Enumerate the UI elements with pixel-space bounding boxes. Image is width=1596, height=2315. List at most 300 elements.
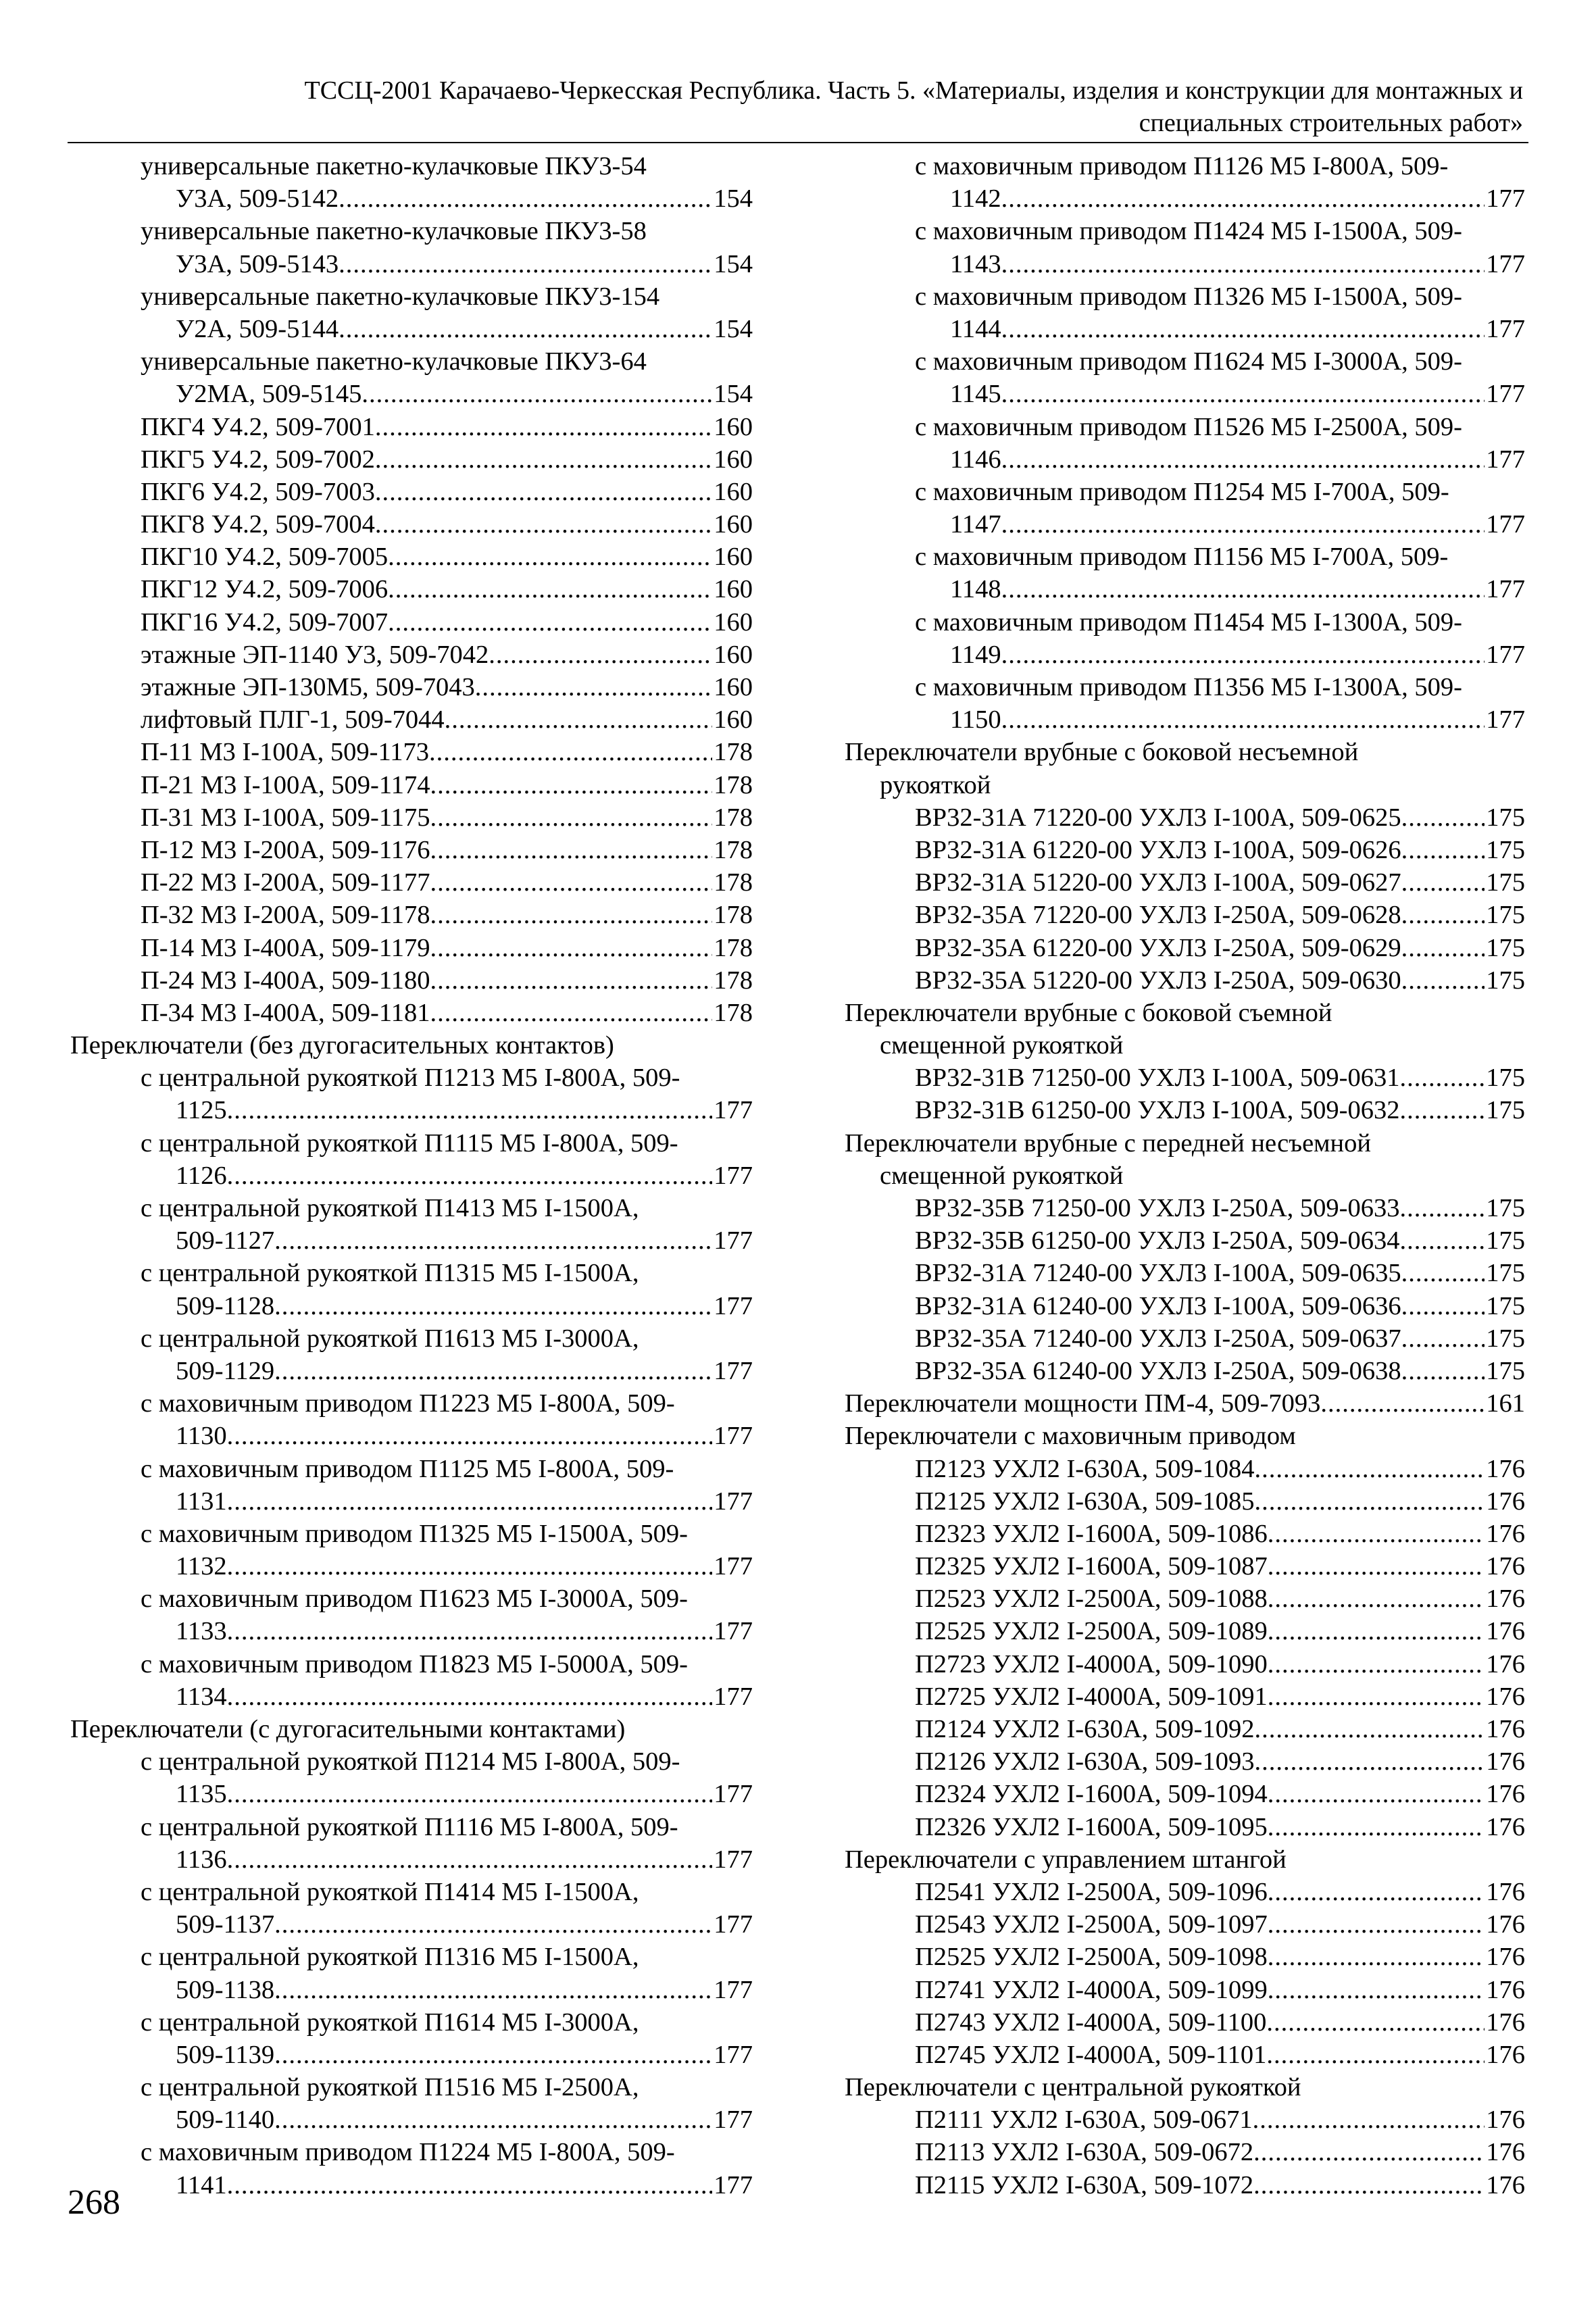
- entry-text: П2723 УХЛ2 I-4000А, 509-1090: [915, 1649, 1268, 1678]
- entry-text: П2745 УХЛ2 I-4000А, 509-1101: [915, 2040, 1267, 2069]
- index-entry: [70, 1257, 753, 1289]
- entry-text: 1146: [950, 445, 1001, 474]
- entry-page-number: 175: [1486, 1324, 1525, 1353]
- dot-leader: [429, 736, 712, 768]
- index-entry: [845, 1127, 1525, 1160]
- entry-page-number: 177: [714, 1910, 753, 1939]
- dot-leader: [1268, 1615, 1485, 1647]
- dot-leader: [1401, 1322, 1485, 1355]
- dot-leader: [1401, 932, 1485, 964]
- dot-leader: [430, 964, 712, 997]
- entry-text: 1136: [176, 1845, 227, 1874]
- index-entry: [845, 1160, 1525, 1192]
- dot-leader: [339, 313, 712, 345]
- entry-text: с центральной рукояткой П1516 М5 I-2500А,: [141, 2073, 639, 2102]
- entry-page-number: 178: [714, 933, 753, 962]
- dot-leader: [375, 443, 712, 476]
- entry-page-number: 176: [1486, 2170, 1525, 2199]
- index-entry: [70, 1485, 753, 1518]
- entry-text: П-31 М3 I-100А, 509-1175: [141, 803, 430, 832]
- entry-text: с маховичным приводом П1623 М5 I-3000А, 509-: [141, 1585, 688, 1614]
- entry-text: универсальные пакетно-кулачковые ПКУ3-54: [141, 152, 647, 180]
- entry-page-number: 178: [714, 803, 753, 832]
- entry-text: лифтовый ПЛГ-1, 509-7044: [141, 705, 445, 735]
- entry-page-number: 177: [1486, 640, 1525, 669]
- entry-text: с маховичным приводом П1823 М5 I-5000А, 509-: [141, 1649, 688, 1678]
- entry-page-number: 175: [1486, 1356, 1525, 1385]
- index-entry: [70, 964, 753, 997]
- entry-page-number: 160: [714, 705, 753, 735]
- index-entry: [845, 150, 1525, 182]
- entry-text: П-32 М3 I-200А, 509-1178: [141, 901, 430, 930]
- dot-leader: [489, 639, 712, 671]
- entry-page-number: 176: [1486, 1975, 1525, 2004]
- index-entry: [845, 606, 1525, 639]
- entry-page-number: 175: [1486, 1226, 1525, 1255]
- entry-text: П-24 М3 I-400А, 509-1180: [141, 966, 430, 995]
- index-entry: [70, 899, 753, 931]
- entry-text: Переключатели с управлением штангой: [845, 1845, 1287, 1874]
- entry-text: П2326 УХЛ2 I-1600А, 509-1095: [915, 1812, 1268, 1841]
- entry-page-number: 177: [714, 1356, 753, 1385]
- index-entry: [845, 1811, 1525, 1843]
- index-entry: [70, 671, 753, 703]
- index-entry: [70, 2104, 753, 2136]
- entry-text: У3А, 509-5142: [176, 184, 339, 214]
- entry-text: 509-1139: [176, 2040, 275, 2069]
- index-entry: [70, 997, 753, 1029]
- entry-text: с маховичным приводом П1325 М5 I-1500А, 509-: [141, 1519, 688, 1548]
- index-column-left: [70, 150, 753, 2201]
- index-entry: [70, 2006, 753, 2039]
- index-entry: [845, 801, 1525, 834]
- entry-page-number: 176: [1486, 2106, 1525, 2135]
- entry-text: 1131: [176, 1487, 227, 1516]
- entry-text: смещенной рукояткой: [880, 1031, 1124, 1060]
- entry-text: с центральной рукояткой П1316 М5 I-1500А,: [141, 1943, 639, 1972]
- index-entry: [845, 411, 1525, 443]
- entry-page-number: 176: [1486, 1649, 1525, 1678]
- entry-text: 1133: [176, 1617, 227, 1646]
- dot-leader: [1255, 1485, 1485, 1518]
- entry-page-number: 176: [1486, 1487, 1525, 1516]
- entry-text: ВР32-35В 71250-00 УХЛ3 I-250А, 509-0633: [915, 1194, 1400, 1222]
- entry-text: 509-1138: [176, 1975, 275, 2004]
- entry-text: универсальные пакетно-кулачковые ПКУ3-64: [141, 347, 647, 376]
- dot-leader: [475, 671, 712, 703]
- entry-text: П2725 УХЛ2 I-4000А, 509-1091: [915, 1682, 1268, 1711]
- entry-text: с центральной рукояткой П1414 М5 I-1500А,: [141, 1877, 639, 1906]
- dot-leader: [1401, 1355, 1485, 1387]
- dot-leader: [274, 2104, 712, 2136]
- dot-leader: [1001, 573, 1485, 605]
- dot-leader: [227, 1778, 713, 1810]
- entry-page-number: 154: [714, 314, 753, 343]
- index-entry: [845, 2039, 1525, 2071]
- index-entry: [70, 866, 753, 899]
- entry-text: с центральной рукояткой П1214 М5 I-800А, 509-: [141, 1747, 680, 1776]
- index-column-right: [845, 150, 1525, 2201]
- entry-text: ВР32-31В 71250-00 УХЛ3 I-100А, 509-0631: [915, 1064, 1400, 1093]
- entry-page-number: 176: [1486, 1715, 1525, 1743]
- entry-text: с центральной рукояткой П1614 М5 I-3000А,: [141, 2008, 639, 2037]
- entry-text: с центральной рукояткой П1315 М5 I-1500А,: [141, 1259, 639, 1288]
- entry-page-number: 177: [714, 1682, 753, 1711]
- entry-text: с центральной рукояткой П1116 М5 I-800А, 509-: [141, 1812, 678, 1841]
- entry-page-number: 177: [714, 1975, 753, 2004]
- index-entry: [70, 1094, 753, 1126]
- dot-leader: [1399, 1062, 1485, 1094]
- dot-leader: [1399, 1224, 1485, 1257]
- dot-leader: [1001, 443, 1485, 476]
- entry-page-number: 175: [1486, 933, 1525, 962]
- entry-text: П2743 УХЛ2 I-4000А, 509-1100: [915, 2008, 1267, 2037]
- entry-page-number: 175: [1486, 1259, 1525, 1288]
- entry-page-number: 154: [714, 249, 753, 278]
- index-entry: [70, 1322, 753, 1355]
- index-entry: [845, 378, 1525, 410]
- entry-page-number: 177: [714, 1780, 753, 1809]
- index-entry: [70, 1062, 753, 1094]
- entry-text: с маховичным приводом П1624 М5 I-3000А, 509-: [915, 347, 1462, 376]
- index-entry: [845, 1745, 1525, 1778]
- entry-page-number: 177: [1486, 445, 1525, 474]
- entry-page-number: 177: [1486, 249, 1525, 278]
- entry-page-number: 175: [1486, 803, 1525, 832]
- dot-leader: [430, 866, 712, 899]
- entry-text: Переключатели врубные с боковой несъемной: [845, 738, 1359, 767]
- entry-page-number: 176: [1486, 1682, 1525, 1711]
- index-entry: [845, 182, 1525, 215]
- dot-leader: [1401, 964, 1485, 997]
- entry-page-number: 177: [714, 2170, 753, 2199]
- index-entry: [845, 1420, 1525, 1452]
- entry-text: П2125 УХЛ2 I-630А, 509-1085: [915, 1487, 1255, 1516]
- entry-text: П-34 М3 I-400А, 509-1181: [141, 998, 430, 1027]
- dot-leader: [1399, 1094, 1485, 1126]
- entry-text: П2525 УХЛ2 I-2500А, 509-1098: [915, 1943, 1268, 1972]
- index-entry: [845, 1485, 1525, 1518]
- index-entry: [70, 215, 753, 247]
- entry-page-number: 178: [714, 901, 753, 930]
- entry-text: с маховичным приводом П1223 М5 I-800А, 509-: [141, 1389, 675, 1418]
- index-entry: [845, 964, 1525, 997]
- entry-text: ВР32-31А 61220-00 УХЛ3 I-100А, 509-0626: [915, 835, 1401, 864]
- index-entry: [70, 1745, 753, 1778]
- dot-leader: [445, 703, 713, 736]
- entry-text: 1126: [176, 1161, 227, 1190]
- index-entry: [845, 345, 1525, 378]
- entry-text: ПКГ12 У4.2, 509-7006: [141, 575, 389, 604]
- entry-text: ПКГ5 У4.2, 509-7002: [141, 445, 375, 474]
- dot-leader: [1001, 248, 1485, 280]
- entry-text: 509-1137: [176, 1910, 275, 1939]
- index-entry: [845, 1518, 1525, 1550]
- entry-page-number: 175: [1486, 1194, 1525, 1222]
- entry-text: ВР32-35В 61250-00 УХЛ3 I-250А, 509-0634: [915, 1226, 1400, 1255]
- index-entry: [845, 215, 1525, 247]
- entry-text: 1134: [176, 1682, 227, 1711]
- index-entry: [70, 1615, 753, 1647]
- dot-leader: [1268, 1583, 1485, 1615]
- entry-text: с центральной рукояткой П1613 М5 I-3000А,: [141, 1324, 639, 1353]
- entry-text: 1130: [176, 1422, 227, 1451]
- entry-text: с маховичным приводом П1454 М5 I-1300А, 509-: [915, 607, 1462, 637]
- index-entry: [845, 1387, 1525, 1420]
- index-entry: [70, 1681, 753, 1713]
- entry-text: 1143: [950, 249, 1001, 278]
- entry-page-number: 178: [714, 868, 753, 897]
- dot-leader: [274, 1224, 712, 1257]
- index-entry: [70, 2071, 753, 2104]
- entry-page-number: 160: [714, 575, 753, 604]
- dot-leader: [1001, 639, 1485, 671]
- index-entry: [845, 1192, 1525, 1224]
- entry-text: 509-1128: [176, 1291, 275, 1320]
- dot-leader: [227, 1550, 713, 1583]
- index-entry: [845, 1029, 1525, 1062]
- entry-page-number: 177: [714, 1552, 753, 1581]
- dot-leader: [227, 1843, 713, 1876]
- entry-text: 1148: [950, 575, 1001, 604]
- index-entry: [845, 1583, 1525, 1615]
- entry-page-number: 177: [714, 1845, 753, 1874]
- dot-leader: [1266, 2039, 1485, 2071]
- dot-leader: [227, 1615, 713, 1647]
- entry-text: этажные ЭП-1140 У3, 509-7042: [141, 640, 489, 669]
- index-entry: [845, 1550, 1525, 1583]
- dot-leader: [1268, 1681, 1485, 1713]
- index-entry: [70, 1224, 753, 1257]
- index-entry: [70, 150, 753, 182]
- entry-text: П-14 М3 I-400А, 509-1179: [141, 933, 430, 962]
- index-entry: [845, 1648, 1525, 1681]
- entry-text: П2543 УХЛ2 I-2500А, 509-1097: [915, 1910, 1268, 1939]
- page-number: 268: [68, 2183, 120, 2222]
- index-entry: [845, 443, 1525, 476]
- dot-leader: [1268, 1518, 1485, 1550]
- entry-page-number: 177: [714, 1291, 753, 1320]
- index-entry: [70, 1290, 753, 1322]
- entry-text: Переключатели (с дугогасительными контактами): [70, 1715, 626, 1743]
- entry-page-number: 177: [714, 1617, 753, 1646]
- entry-text: П2323 УХЛ2 I-1600А, 509-1086: [915, 1519, 1268, 1548]
- index-entry: [845, 508, 1525, 541]
- entry-text: ПКГ4 У4.2, 509-7001: [141, 412, 375, 441]
- entry-text: этажные ЭП-130М5, 509-7043: [141, 673, 475, 701]
- dot-leader: [1401, 801, 1485, 834]
- index-entry: [845, 1257, 1525, 1289]
- index-entry: [70, 1160, 753, 1192]
- index-entry: [845, 1062, 1525, 1094]
- dot-leader: [339, 248, 712, 280]
- entry-text: П2126 УХЛ2 I-630А, 509-1093: [915, 1747, 1255, 1776]
- dot-leader: [227, 1160, 713, 1192]
- index-entry: [70, 1192, 753, 1224]
- dot-leader: [227, 1485, 713, 1518]
- index-entry: [70, 1876, 753, 1908]
- entry-text: 1144: [950, 314, 1001, 343]
- dot-leader: [1001, 703, 1485, 736]
- dot-leader: [388, 573, 712, 605]
- entry-text: с маховичным приводом П1224 М5 I-800А, 509-: [141, 2138, 675, 2167]
- entry-text: смещенной рукояткой: [880, 1161, 1124, 1190]
- index-entry: [70, 378, 753, 410]
- index-entry: [845, 997, 1525, 1029]
- entry-text: П2113 УХЛ2 I-630А, 509-0672: [915, 2138, 1254, 2167]
- dot-leader: [430, 834, 712, 866]
- index-entry: [845, 1941, 1525, 1973]
- index-entry: [70, 1453, 753, 1485]
- entry-text: П2123 УХЛ2 I-630А, 509-1084: [915, 1454, 1255, 1483]
- dot-leader: [430, 769, 712, 801]
- index-entry: [70, 1843, 753, 1876]
- index-entry: [70, 1127, 753, 1160]
- entry-text: с маховичным приводом П1326 М5 I-1500А, 509-: [915, 282, 1462, 311]
- dot-leader: [1001, 182, 1485, 215]
- index-entry: [845, 2071, 1525, 2104]
- entry-text: ВР32-35А 71220-00 УХЛ3 I-250А, 509-0628: [915, 901, 1401, 930]
- index-entry: [845, 1453, 1525, 1485]
- dot-leader: [339, 182, 712, 215]
- entry-text: ВР32-31А 51220-00 УХЛ3 I-100А, 509-0627: [915, 868, 1401, 897]
- index-entry: [70, 1029, 753, 1062]
- entry-page-number: 175: [1486, 966, 1525, 995]
- entry-text: П2324 УХЛ2 I-1600А, 509-1094: [915, 1780, 1268, 1809]
- index-entry: [845, 541, 1525, 573]
- dot-leader: [274, 1355, 712, 1387]
- dot-leader: [1255, 1745, 1485, 1778]
- entry-text: 509-1140: [176, 2106, 275, 2135]
- index-entry: [845, 2104, 1525, 2136]
- index-entry: [845, 1778, 1525, 1810]
- entry-text: с маховичным приводом П1125 М5 I-800А, 509-: [141, 1454, 674, 1483]
- entry-text: универсальные пакетно-кулачковые ПКУ3-58: [141, 217, 647, 246]
- entry-text: 1135: [176, 1780, 227, 1809]
- entry-text: Переключатели мощности ПМ-4, 509-7093: [845, 1389, 1321, 1418]
- dot-leader: [375, 411, 712, 443]
- entry-page-number: 176: [1486, 1552, 1525, 1581]
- entry-page-number: 176: [1486, 2008, 1525, 2037]
- entry-page-number: 178: [714, 770, 753, 799]
- entry-text: 509-1127: [176, 1226, 275, 1255]
- entry-text: П2124 УХЛ2 I-630А, 509-1092: [915, 1715, 1255, 1743]
- entry-text: с центральной рукояткой П1213 М5 I-800А, 509-: [141, 1064, 680, 1093]
- entry-page-number: 161: [1486, 1389, 1525, 1418]
- index-entry: [845, 248, 1525, 280]
- index-entry: [845, 736, 1525, 768]
- index-entry: [70, 1583, 753, 1615]
- entry-page-number: 176: [1486, 1617, 1525, 1646]
- dot-leader: [1268, 1811, 1485, 1843]
- index-entry: [845, 476, 1525, 508]
- index-entry: [845, 1615, 1525, 1647]
- dot-leader: [1001, 508, 1485, 541]
- entry-page-number: 175: [1486, 835, 1525, 864]
- dot-leader: [274, 1974, 712, 2006]
- dot-leader: [375, 476, 712, 508]
- index-entry: [845, 1290, 1525, 1322]
- entry-page-number: 176: [1486, 1747, 1525, 1776]
- entry-page-number: 176: [1486, 1812, 1525, 1841]
- dot-leader: [1268, 1876, 1485, 1908]
- entry-page-number: 178: [714, 998, 753, 1027]
- index-entry: [845, 573, 1525, 605]
- entry-text: ПКГ6 У4.2, 509-7003: [141, 477, 375, 506]
- index-entry: [70, 541, 753, 573]
- dot-leader: [1401, 1257, 1485, 1289]
- entry-text: П2325 УХЛ2 I-1600А, 509-1087: [915, 1552, 1268, 1581]
- entry-text: универсальные пакетно-кулачковые ПКУ3-154: [141, 282, 660, 311]
- dot-leader: [227, 2169, 713, 2201]
- index-entry: [845, 280, 1525, 313]
- entry-text: ВР32-31А 71220-00 УХЛ3 I-100А, 509-0625: [915, 803, 1401, 832]
- entry-text: ВР32-35А 61220-00 УХЛ3 I-250А, 509-0629: [915, 933, 1401, 962]
- entry-text: 1149: [950, 640, 1001, 669]
- entry-text: рукояткой: [880, 770, 991, 799]
- dot-leader: [1320, 1387, 1485, 1420]
- dot-leader: [430, 899, 712, 931]
- index-entry: [70, 2039, 753, 2071]
- entry-text: ПКГ8 У4.2, 509-7004: [141, 510, 375, 539]
- entry-page-number: 160: [714, 445, 753, 474]
- entry-text: П2541 УХЛ2 I-2500А, 509-1096: [915, 1877, 1268, 1906]
- entry-text: 1125: [176, 1096, 227, 1125]
- dot-leader: [1268, 1908, 1485, 1941]
- index-entry: [70, 2136, 753, 2168]
- entry-text: У3А, 509-5143: [176, 249, 339, 278]
- entry-page-number: 177: [714, 1161, 753, 1190]
- entry-page-number: 160: [714, 673, 753, 701]
- entry-text: 1132: [176, 1552, 227, 1581]
- entry-text: ВР32-35А 51220-00 УХЛ3 I-250А, 509-0630: [915, 966, 1401, 995]
- header-title-line-2: специальных строительных работ»: [1139, 109, 1523, 137]
- entry-text: П2111 УХЛ2 I-630А, 509-0671: [915, 2106, 1253, 2135]
- entry-text: с маховичным приводом П1526 М5 I-2500А, 509-: [915, 412, 1462, 441]
- entry-page-number: 175: [1486, 868, 1525, 897]
- entry-text: 1147: [950, 510, 1001, 539]
- dot-leader: [361, 378, 712, 410]
- entry-text: с маховичным приводом П1126 М5 I-800А, 509-: [915, 152, 1449, 180]
- entry-page-number: 175: [1486, 901, 1525, 930]
- dot-leader: [375, 508, 712, 541]
- dot-leader: [430, 801, 712, 834]
- entry-page-number: 176: [1486, 1519, 1525, 1548]
- index-entry: [70, 1420, 753, 1452]
- entry-page-number: 176: [1486, 2138, 1525, 2167]
- index-entry: [845, 1974, 1525, 2006]
- index-entry: [70, 508, 753, 541]
- dot-leader: [1401, 1290, 1485, 1322]
- entry-text: ВР32-31А 71240-00 УХЛ3 I-100А, 509-0635: [915, 1259, 1401, 1288]
- page-header: [162, 74, 1523, 139]
- index-entry: [70, 1713, 753, 1745]
- entry-text: ВР32-35А 61240-00 УХЛ3 I-250А, 509-0638: [915, 1356, 1401, 1385]
- entry-text: с центральной рукояткой П1115 М5 I-800А, 509-: [141, 1128, 678, 1158]
- dot-leader: [1268, 1550, 1485, 1583]
- entry-text: П2523 УХЛ2 I-2500А, 509-1088: [915, 1585, 1268, 1614]
- entry-text: с маховичным приводом П1254 М5 I-700А, 509-: [915, 477, 1449, 506]
- entry-page-number: 177: [714, 1096, 753, 1125]
- dot-leader: [430, 932, 712, 964]
- index-entry: [845, 1224, 1525, 1257]
- index-entry: [70, 182, 753, 215]
- entry-text: Переключатели врубные с боковой съемной: [845, 998, 1332, 1027]
- entry-text: У2А, 509-5144: [176, 314, 339, 343]
- entry-page-number: 177: [1486, 705, 1525, 735]
- dot-leader: [430, 997, 712, 1029]
- header-title-line-1: ТССЦ-2001 Карачаево-Черкесская Республика. Часть 5. «Материалы, изделия и конструкции для монтажных и: [304, 76, 1523, 105]
